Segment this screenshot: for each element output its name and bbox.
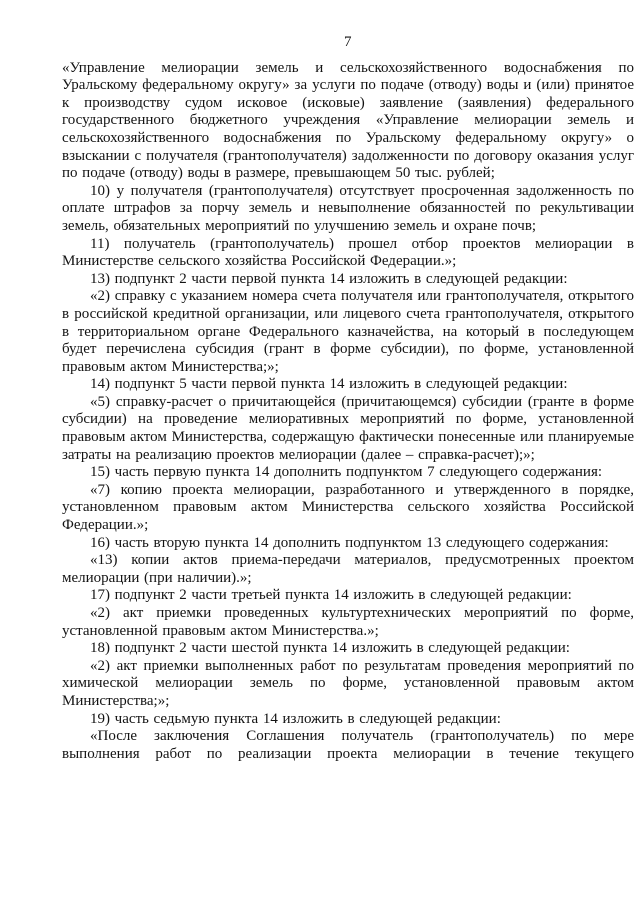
paragraph: 16) часть вторую пункта 14 дополнить подпунктом 13 следующего содержания: [90, 534, 609, 551]
paragraph: 18) подпункт 2 части шестой пункта 14 изложить в следующей редакции: [90, 640, 570, 657]
paragraph: «После заключения Соглашения получатель (грантополучатель) по мере выполнения работ по реализации проекта мелиорации в течение текущего [62, 728, 634, 762]
paragraph: 14) подпункт 5 части первой пункта 14 изложить в следующей редакции: [90, 376, 568, 393]
paragraph: «5) справку-расчет о причитающейся (причитающемся) субсидии (гранте в форме субсидии) на проведение мелиоративных мероприятий по форме, установленной правовым актом Министерства, содержащую фактически понесенные или планируемые затраты на реализацию проектов мелиорации (далее – справка-расчет);»; [62, 393, 634, 463]
paragraph: «7) копию проекта мелиорации, разработанного и утвержденного в порядке, установленном правовым актом Министерства сельского хозяйства Российской Федерации.»; [62, 481, 634, 534]
paragraph: «2) акт приемки выполненных работ по результатам проведения мероприятий по химической мелиорации земель по форме, установленной правовым актом Министерства;»; [62, 657, 634, 709]
paragraph: «2) справку с указанием номера счета получателя или грантополучателя, открытого в российской кредитной организации, или лицевого счета грантополучателя, открытого в территориальном органе Федерального казначейства, на который в последующем будет перечислена субсидия (грант в форме субсидии), по форме, установленной правовым актом Министерства;»; [62, 288, 634, 375]
paragraph: 10) у получателя (грантополучателя) отсутствует просроченная задолженность по оплате штрафов за порчу земель и невыполнение обязанностей по рекультивации земель, обязательных мероприятий по улучшению земель и охране почв; [62, 182, 634, 234]
paragraph: «13) копии актов приема-передачи материалов, предусмотренных проектом мелиорации (при наличии).»; [62, 552, 634, 586]
paragraph: 11) получатель (грантополучатель) прошел отбор проектов мелиорации в Министерстве сельского хозяйства Российской Федерации.»; [62, 235, 634, 270]
paragraph: «2) акт приемки проведенных культуртехнических мероприятий по форме, установленной правовым актом Министерства.»; [62, 605, 634, 639]
paragraph: 17) подпункт 2 части третьей пункта 14 изложить в следующей редакции: [90, 587, 572, 604]
paragraph: 15) часть первую пункта 14 дополнить подпунктом 7 следующего содержания: [90, 464, 603, 481]
page-number: 7 [344, 34, 352, 50]
paragraph: 19) часть седьмую пункта 14 изложить в следующей редакции: [90, 710, 501, 727]
paragraph: 13) подпункт 2 части первой пункта 14 изложить в следующей редакции: [90, 270, 568, 287]
paragraph: «Управление мелиорации земель и сельскохозяйственного водоснабжения по Уральскому федеральному округу» за услуги по подаче (отводу) воды и (или) принятое к производству судом исковое (исковые) заявление (заявления) федерального государственного бюджетного учреждения «Управление мелиорации земель и сельскохозяйственного водоснабжения по Уральскому федеральному округу» о взыскании с получателя (грантополучателя) задолженности по договору оказания услуг по подаче (отводу) воды в размере, превышающем 50 тыс. рублей; [62, 59, 634, 182]
